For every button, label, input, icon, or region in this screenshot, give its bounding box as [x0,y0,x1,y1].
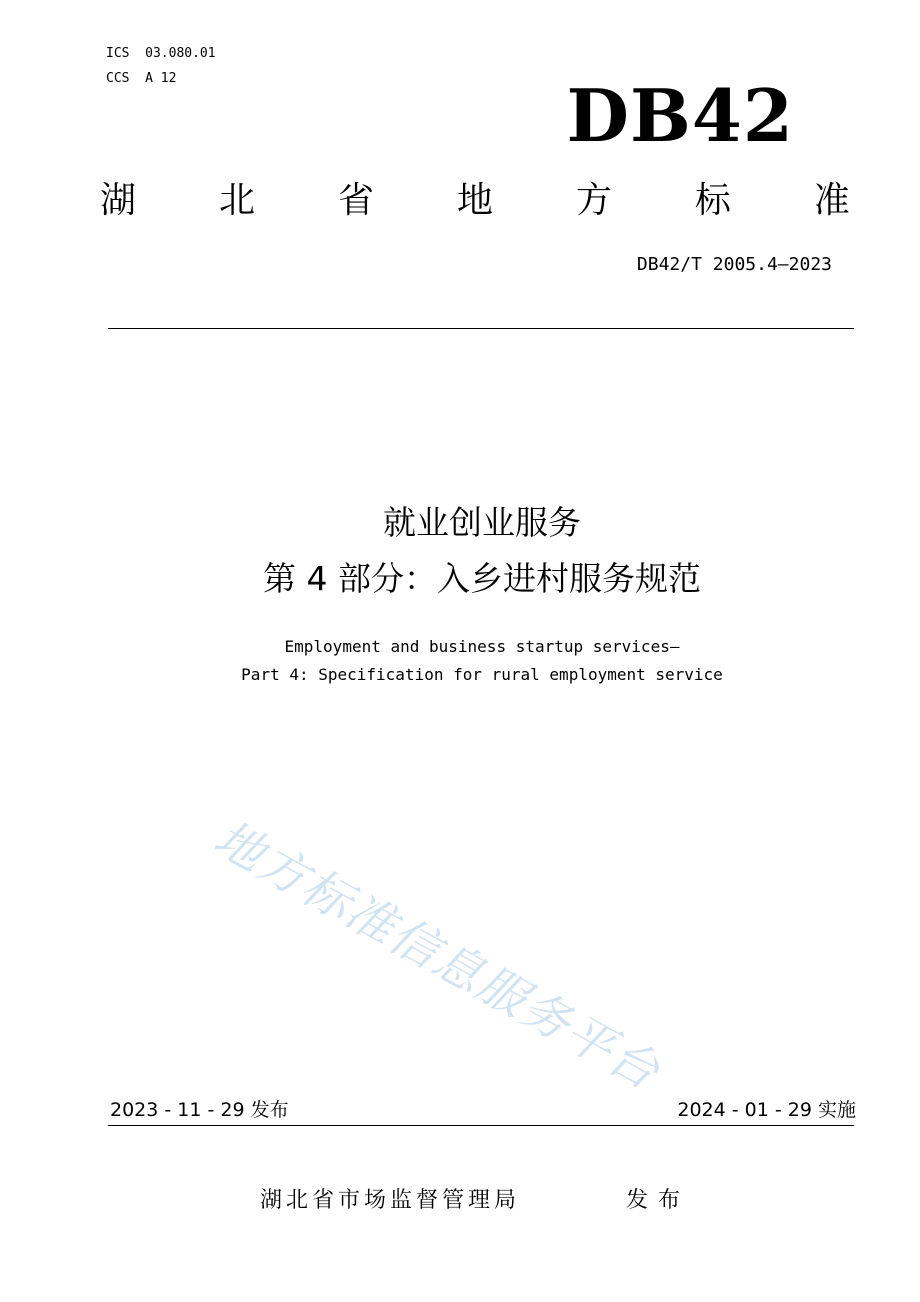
ccs-code: CCS A 12 [106,71,177,86]
heading-char: 省 [337,180,374,221]
top-divider [108,328,854,329]
publisher: 湖北省市场监督管理局 [260,1188,521,1213]
heading-char: 湖 [100,180,137,221]
watermark: 地方标准信息服务平台 [204,810,670,1102]
title-cn-part: 第 4 部分：入乡进村服务规范 [263,559,701,598]
heading-char: 标 [694,180,731,221]
heading-char: 方 [575,180,612,221]
standard-number: DB42/T 2005.4—2023 [636,254,832,275]
heading-char: 地 [456,180,493,221]
heading-char: 准 [813,180,850,221]
db42-logo: DB42 [566,73,794,158]
issue-date: 2023 - 11 - 29 发布 [110,1099,289,1121]
ics-code: ICS 03.080.01 [106,46,216,61]
title-en-main: Employment and business startup services— [284,637,680,656]
bottom-divider [108,1125,854,1126]
title-en-part: Part 4: Specification for rural employment service [241,665,723,684]
publish-label: 发布 [626,1188,691,1213]
implementation-date: 2024 - 01 - 29 实施 [677,1099,856,1121]
local-standard-heading [100,178,850,224]
heading-char: 北 [218,180,255,221]
title-cn-main: 就业创业服务 [383,503,581,542]
